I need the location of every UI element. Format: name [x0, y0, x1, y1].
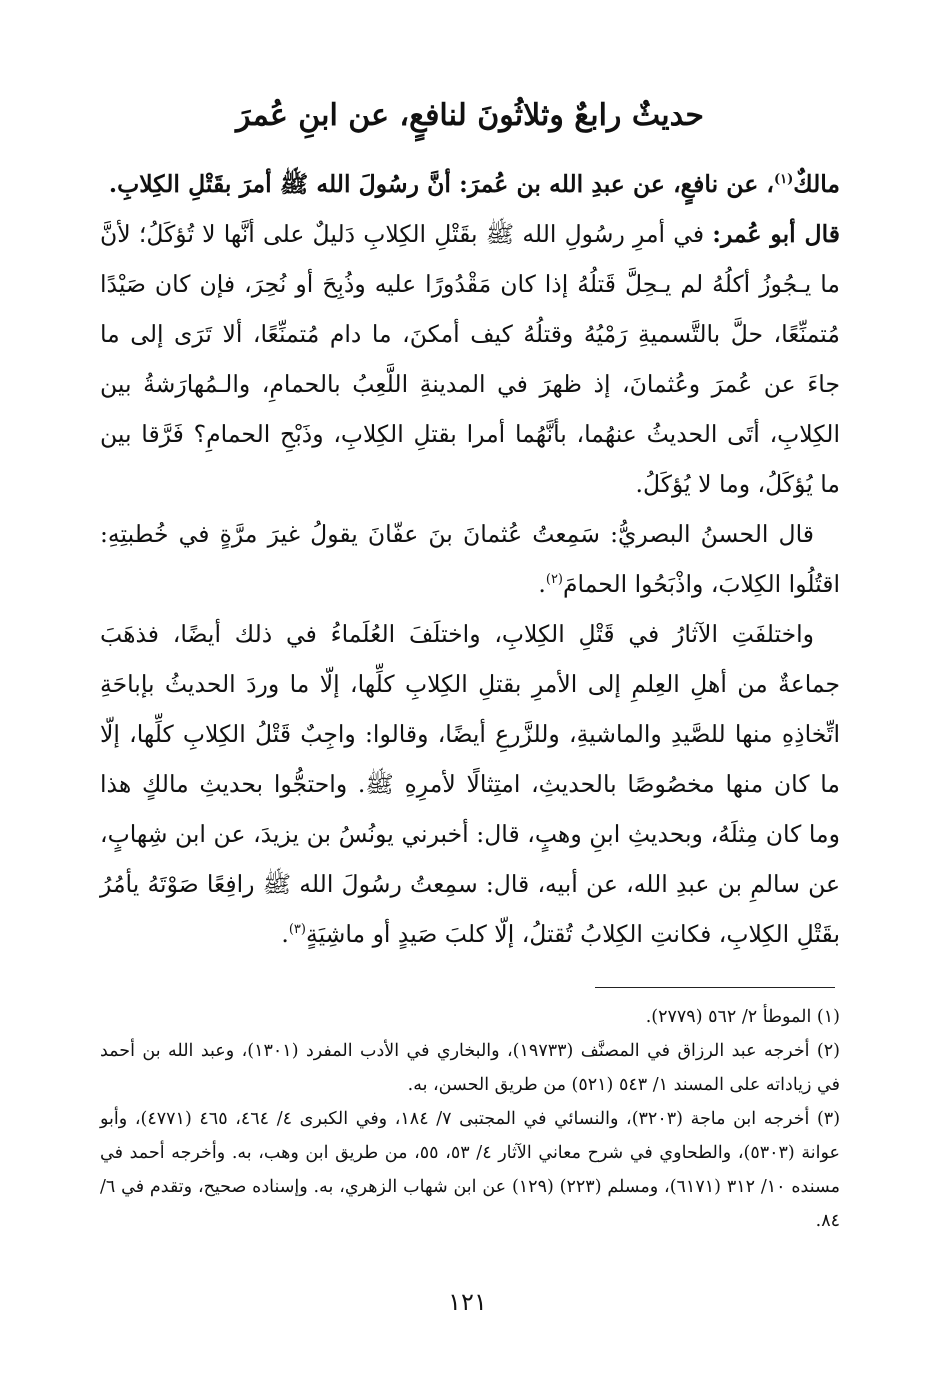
- footnote-ref-2: (٢): [545, 572, 563, 588]
- hadith-paragraph: [100, 159, 840, 209]
- footnotes-section: [100, 1000, 840, 1238]
- commentary-paragraph: [100, 209, 840, 509]
- footnote-ref-1: (١): [773, 172, 794, 188]
- hadith-text: ، عن نافعٍ، عن عبدِ الله بن عُمرَ: أنَّ رسُولَ الله ﷺ أمرَ بقَتْلِ الكِلابِ.: [108, 170, 774, 198]
- hasan-basri-end: .: [538, 570, 546, 598]
- disagreement-paragraph: [100, 609, 840, 959]
- disagreement-text: واختلفَتِ الآثارُ في قَتْلِ الكِلابِ، واختلَفَ العُلَماءُ في ذلك أيضًا، فذهَبَ جماعةٌ من أهلِ العِلمِ إلى الأمرِ بقتلِ الكِلابِ كلِّها، إلّا ما وردَ الحديثُ بإباحَةِ اتِّخاذِهِ منها للصَّيدِ والماشيةِ، وللزَّرعِ أيضًا، وقالوا: واجِبٌ قَتْلُ الكِلابِ كلِّها، إلّا ما كان منها مخصُوصًا بالحديثِ، امتِثالًا لأمرِهِ ﷺ. واحتجُّوا بحديثِ مالكٍ هذا وما كان مِثلَهُ، وبحديثِ ابنِ وهبٍ، قال: أخبرني يونُسُ بن يزيدَ، عن ابن شِهابٍ، عن سالمِ بن عبدِ الله، عن أبيه، قال: سمِعتُ رسُولَ الله ﷺ رافِعًا صَوْتَهُ يأمُرُ بقَتْلِ الكِلابِ، فكانتِ الكِلابُ تُقتلُ، إلّا كلبَ صَيدٍ أو ماشِيَةٍ: [100, 620, 840, 948]
- hasan-basri-paragraph: [100, 509, 840, 609]
- footnote-ref-3: (٣): [288, 922, 306, 938]
- footnote-divider: [595, 987, 835, 988]
- narrator-name: مالكٌ: [793, 170, 840, 198]
- page-body: [100, 95, 840, 959]
- footnote-2: (٢) أخرجه عبد الرزاق في المصنَّف (١٩٧٣٣)، والبخاري في الأدب المفرد (١٣٠١)، وعبد الله بن أحمد في زياداته على المسند ١/ ٥٤٣ (٥٢١) من طريق الحسن، به.: [100, 1041, 840, 1095]
- footnote-1: (١) الموطأ ٢/ ٥٦٢ (٢٧٧٩).: [645, 1007, 840, 1027]
- page-number: ١٢١: [448, 1288, 487, 1316]
- commentary-text: في أمرِ رسُولِ الله ﷺ بقَتْلِ الكِلابِ دَليلٌ على أنَّها لا تُؤكَلُ؛ لأنَّ ما يـجُوزُ أكلُهُ لم يـحِلَّ قَتلُهُ إذا كان مَقْدُورًا عليه وذُبِحَ أو نُحِرَ، فإن كان صَيْدًا مُتمنِّعًا، حلَّ بالتَّسميةِ رَمْيُهُ وقتلُهُ كيف أمكنَ، ما دام مُتمنِّعًا، ألا تَرَى إلى ما جاءَ عن عُمرَ وعُثمانَ، إذ ظهرَ في المدينةِ اللَّعِبُ بالحمامِ، والـمُهارَشةُ بين الكِلابِ، أتَى الحديثُ عنهُما، بأنَّهُما أمرا بقتلِ الكِلابِ، وذَبْحِ الحمامِ؟ فَرَّقا بين ما يُؤكَلُ، وما لا يُؤكَلُ.: [100, 220, 840, 498]
- disagreement-end: .: [281, 920, 289, 948]
- page-title: حديثٌ رابعٌ وثلاثُونَ لنافعٍ، عن ابنِ عُمرَ: [236, 98, 704, 133]
- footnote-3: (٣) أخرجه ابن ماجة (٣٢٠٣)، والنسائي في المجتبى ٧/ ١٨٤، وفي الكبرى ٤/ ٤٦٤، ٤٦٥ (٤٧٧١)، وأبو عوانة (٥٣٠٣)، والطحاوي في شرح معاني الآثار ٤/ ٥٣، ٥٥، من طريق ابن وهب، به. وأخرجه أحمد في مسنده ١٠/ ٣١٢ (٦١٧١)، ومسلم (٢٢٣) (١٢٩) عن ابن شهاب الزهري، به. وإسناده صحيح، وتقدم في ٦/ ٨٤.: [100, 1109, 841, 1231]
- hasan-basri-text: قال الحسنُ البصريُّ: سَمِعتُ عُثمانَ بنَ عفّانَ يقولُ غيرَ مرَّةٍ في خُطبتِهِ: اقتُلُوا الكِلابَ، واذْبَحُوا الحمامَ: [100, 520, 840, 598]
- commentary-lead: قال أبو عُمر:: [712, 220, 840, 248]
